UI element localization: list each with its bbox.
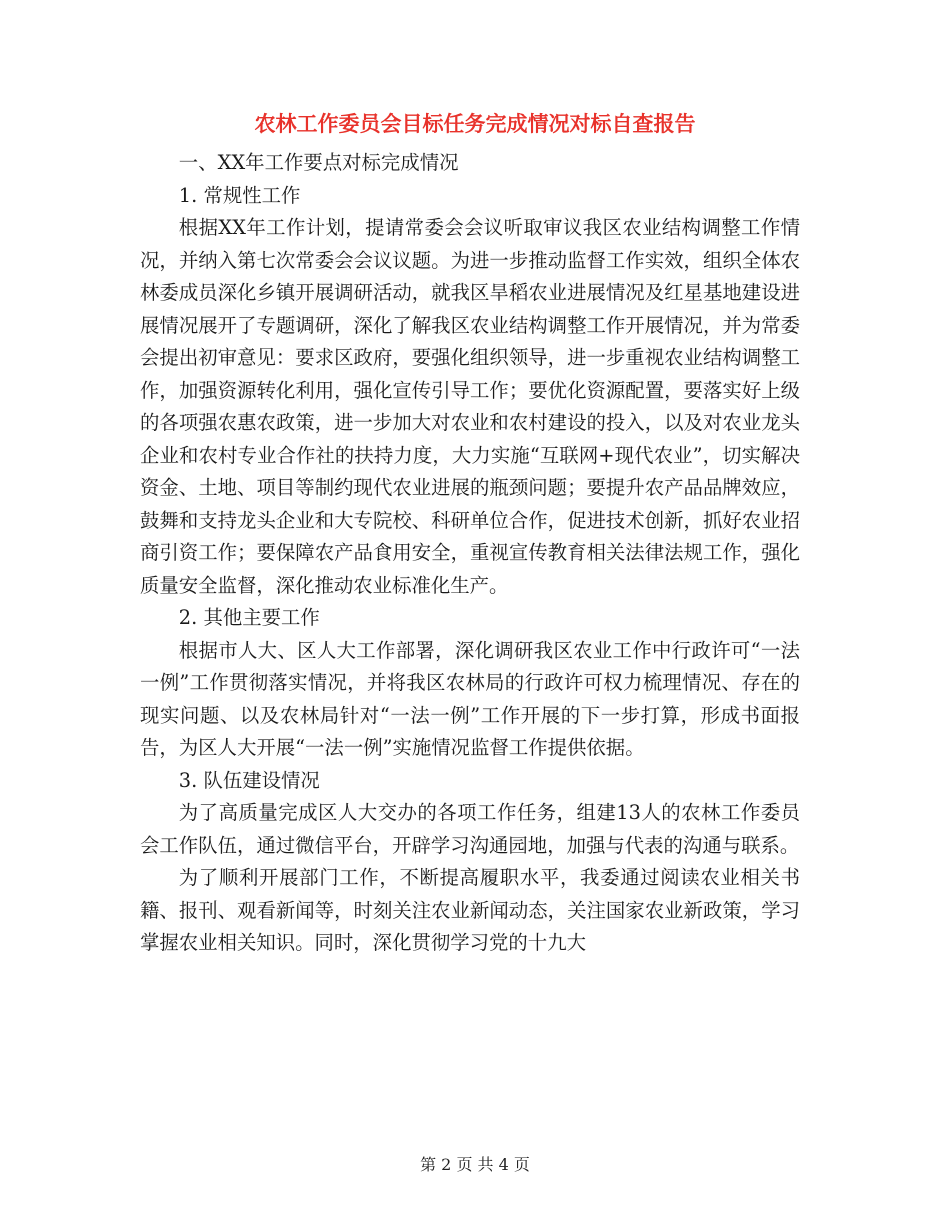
item-heading-1: 1. 常规性工作 xyxy=(178,183,301,207)
paragraph-team-building-2: 为了顺利开展部门工作，不断提高履职水平，我委通过阅读农业相关书籍、报刊、观看新闻等，时刻关注农业新闻动态，关注国家农业新政策，学习掌握农业相关知识。同时，深化贯彻学习党的十九大 xyxy=(140,866,800,954)
paragraph-team-building-1: 为了高质量完成区人大交办的各项工作任务，组建13人的农林工作委员会工作队伍，通过微信平台，开辟学习沟通园地，加强与代表的沟通与联系。 xyxy=(140,801,800,857)
paragraph-routine-work: 根据XX年工作计划，提请常委会会议听取审议我区农业结构调整工作情况，并纳入第七次常委会会议议题。为进一步推动监督工作实效，组织全体农林委成员深化乡镇开展调研活动，就我区旱稻农业进展情况及红星基地建设进展情况展开了专题调研，深化了解我区农业结构调整工作开展情况，并为常委会提出初审意见：要求区政府，要强化组织领导，进一步重视农业结构调整工作，加强资源转化利用，强化宣传引导工作；要优化资源配置，要落实好上级的各项强农惠农政策，进一步加大对农业和农村建设的投入，以及对农业龙头企业和农村专业合作社的扶持力度，大力实施“互联网+现代农业”，切实解决资金、土地、项目等制约现代农业进展的瓶颈问题；要提升农产品品牌效应，鼓舞和支持龙头企业和大专院校、科研单位合作，促进技术创新，抓好农业招商引资工作；要保障农产品食用安全，重视宣传教育相关法律法规工作，强化质量安全监督，深化推动农业标准化生产。 xyxy=(140,216,800,597)
document-body xyxy=(140,147,800,960)
page-number-footer: 第 2 页 共 4 页 xyxy=(420,1155,530,1174)
document-title: 农林工作委员会目标任务完成情况对标自查报告 xyxy=(254,111,696,136)
item-heading-2: 2. 其他主要工作 xyxy=(178,606,320,629)
item-heading-3: 3. 队伍建设情况 xyxy=(178,768,320,792)
section-heading-1: 一、XX年工作要点对标完成情况 xyxy=(178,151,459,174)
paragraph-other-work: 根据市人大、区人大工作部署，深化调研我区农业工作中行政许可“一法一例”工作贯彻落实情况，并将我区农林局的行政许可权力梳理情况、存在的现实问题、以及农林局针对“一法一例”工作开展的下一步打算，形成书面报告，为区人大开展“一法一例”实施情况监督工作提供依据。 xyxy=(140,638,800,759)
